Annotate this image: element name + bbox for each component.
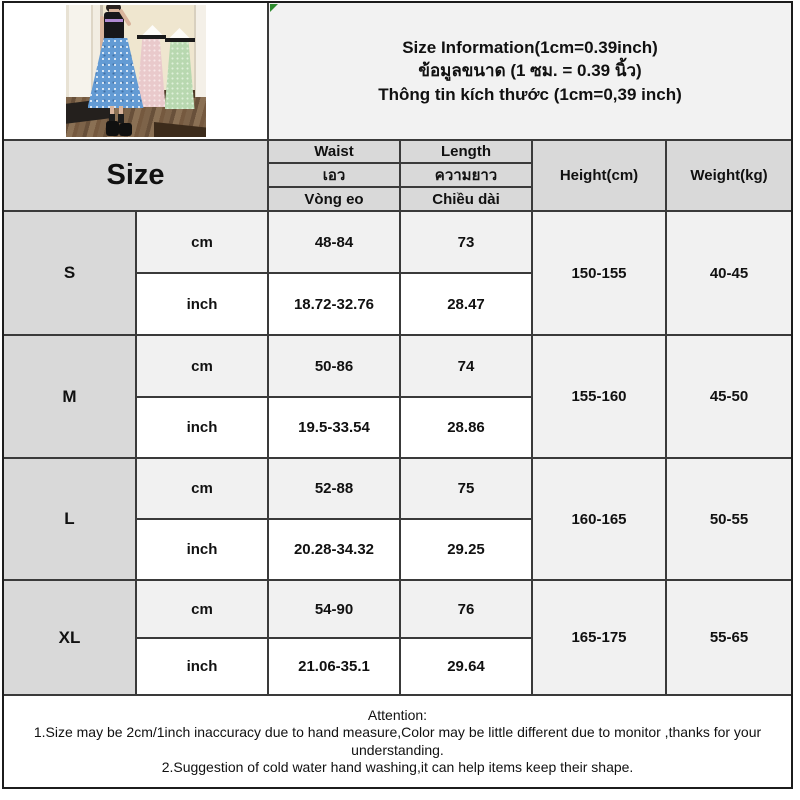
black-boot (119, 123, 132, 136)
m-length-inch: 28.86 (401, 398, 531, 457)
xl-waist-cm: 54-90 (269, 581, 399, 637)
m-waist-cm: 50-86 (269, 336, 399, 396)
xl-weight: 55-65 (667, 581, 791, 694)
green-skirt (165, 38, 195, 109)
xl-waist-inch: 21.06-35.1 (269, 639, 399, 694)
unit-cm: cm (137, 212, 267, 272)
attention-note-2: 2.Suggestion of cold water hand washing,it can help items keep their shape. (161, 759, 634, 775)
attention-note-1: 1.Size may be 2cm/1inch inaccuracy due to hand measure,Color may be little different due to monitor ,thanks for your understanding. (33, 724, 762, 758)
header-waist-th: เอว (269, 164, 399, 186)
unit-inch: inch (137, 398, 267, 457)
unit-cm: cm (137, 336, 267, 396)
l-weight: 50-55 (667, 459, 791, 579)
s-length-inch: 28.47 (401, 274, 531, 334)
header-length-th: ความยาว (401, 164, 531, 186)
cell-corner-marker (270, 4, 278, 12)
header-length-vi: Chiều dài (401, 188, 531, 210)
size-label-s: S (4, 212, 135, 334)
unit-inch: inch (137, 274, 267, 334)
size-table (2, 1, 793, 789)
s-length-cm: 73 (401, 212, 531, 272)
header-weight: Weight(kg) (667, 141, 791, 210)
title-english: Size Information(1cm=0.39inch) (402, 37, 658, 57)
title-thai: ข้อมูลขนาด (1 ซม. = 0.39 นิ้ว) (418, 61, 642, 81)
xl-length-cm: 76 (401, 581, 531, 637)
attention-heading: Attention: (367, 706, 428, 723)
l-waist-cm: 52-88 (269, 459, 399, 518)
unit-cm: cm (137, 581, 267, 637)
l-length-inch: 29.25 (401, 520, 531, 579)
pink-skirt (137, 35, 166, 107)
m-weight: 45-50 (667, 336, 791, 457)
l-waist-inch: 20.28-34.32 (269, 520, 399, 579)
title-block (269, 3, 791, 139)
size-label-m: M (4, 336, 135, 457)
green-skirt-waistband (165, 38, 195, 42)
green-skirt-body (165, 41, 195, 109)
m-waist-inch: 19.5-33.54 (269, 398, 399, 457)
s-waist-cm: 48-84 (269, 212, 399, 272)
s-weight: 40-45 (667, 212, 791, 334)
header-height: Height(cm) (533, 141, 665, 210)
title-vietnamese: Thông tin kích thước (1cm=0,39 inch) (378, 84, 682, 104)
product-photo (66, 5, 206, 137)
size-label-l: L (4, 459, 135, 579)
xl-length-inch: 29.64 (401, 639, 531, 694)
l-length-cm: 75 (401, 459, 531, 518)
product-photo-cell (4, 3, 267, 139)
header-waist-en: Waist (269, 141, 399, 162)
l-height: 160-165 (533, 459, 665, 579)
wall-trim (194, 5, 206, 100)
size-label-xl: XL (4, 581, 135, 694)
s-waist-inch: 18.72-32.76 (269, 274, 399, 334)
pink-skirt-waistband (137, 35, 166, 39)
m-height: 155-160 (533, 336, 665, 457)
s-height: 150-155 (533, 212, 665, 334)
black-boot (106, 121, 119, 136)
black-cami-top (104, 12, 124, 39)
header-waist-vi: Vòng eo (269, 188, 399, 210)
header-size: Size (4, 141, 267, 210)
xl-height: 165-175 (533, 581, 665, 694)
unit-inch: inch (137, 639, 267, 694)
unit-cm: cm (137, 459, 267, 518)
attention-block (4, 696, 791, 787)
cami-stripe (105, 19, 123, 22)
header-length-en: Length (401, 141, 531, 162)
unit-inch: inch (137, 520, 267, 579)
m-length-cm: 74 (401, 336, 531, 396)
